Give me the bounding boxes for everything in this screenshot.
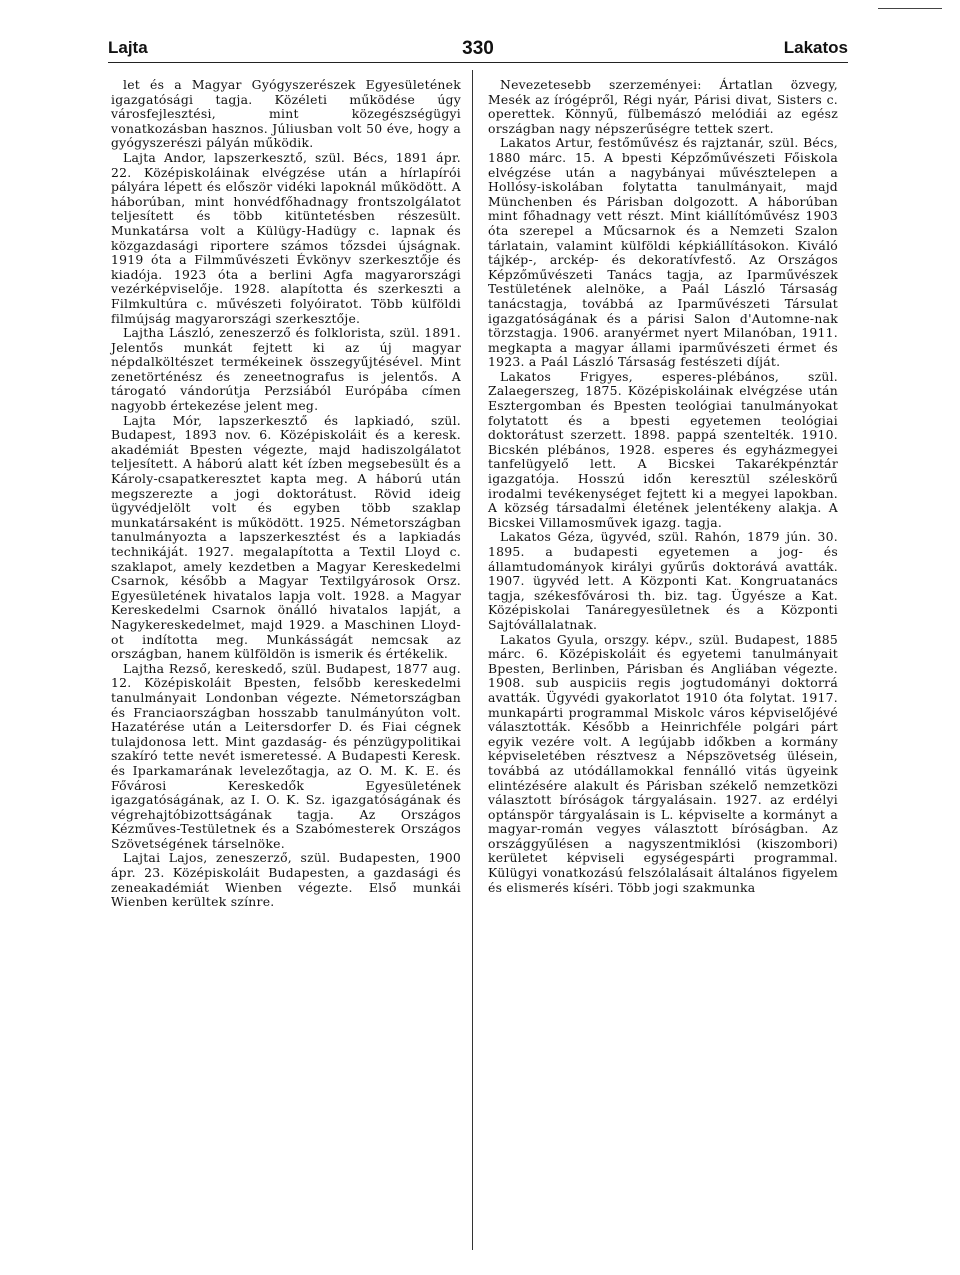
entry-paragraph: Lajtha Rezső, kereskedő, szül. Budapest, 1877 aug. 12. Középiskoláit Bpesten, felsőbb kereskedelmi tanulmányait Londonban végezte. Németországban és Franciaországban hosszabb tanulmányúton volt. Hazatérése után a Leitersdorfer D. és Fiai cégnek tulajdonosa lett. Mint gazdaság- és pénzügypolitikai szakíró tette nevét ismeretessé. A Budapesti Keresk. és Iparkamarának levelezőtagja, az O. M. K. E. és Fővárosi Kereskedők Egyesületének igazgatóságának, az I. O. K. Sz. igazgatóságának és végrehajtóbizottságának tagja. Az Országos Kézműves-Testületnek és a Szabómesterek Országos Szövetségének társelnöke. <box>111 660 461 851</box>
entry-paragraph: Lakatos Gyula, orszgy. képv., szül. Budapest, 1885 márc. 6. Középiskoláit és egyetemi tanulmányait Bpesten, Berlinben, Párisban és Angliában végezte. 1908. sub auspiciis regis jogtudományi doktorrá avatták. Ügyvédi gyakorlatot 1910 óta folytat. 1917. munkapárti programmal Miskolc város képviselőjévé választották. Később a Heinrichféle polgári párt egyik vezére volt. A legújabb időkben a kormány képviseletében résztvesz a Népszövetség ülésein, továbbá az utódállamokkal fennálló vitás ügyeink elintézésére alakult és Párisban székelő nemzetközi választott bíróságok tárgyalásain. 1927. az erdélyi optánspör tárgyalásain is L. képviselte a kormányt a magyar-román vegyes választott bíróságban. Az országgyűlésen a nagyszentmiklósi (kiszombori) kerületet képviseli egységespárti programmal. Külügyi vonatkozású felszólalásait általános figyelem és elismerés kíséri. Több jogi szakmunka <box>488 631 838 895</box>
entry-paragraph: Nevezetesebb szerzeményei: Ártatlan özvegy, Mesék az írógépről, Régi nyár, Párisi divat, Sisters c. operettek. Könnyű, fülbemászó melódiái az egész országban nagy népszerűségre tettek szert. <box>488 77 838 136</box>
header-rule <box>108 62 848 63</box>
header-last-entry: Lakatos <box>783 38 848 57</box>
right-column <box>488 78 838 895</box>
entry-paragraph: Lajta Andor, lapszerkesztő, szül. Bécs, 1891 ápr. 22. Középiskoláinak elvégzése után a hírlapírói pályára lépett és először vidéki lapoknál működött. A háborúban, mint honvédfőhadnagy frontszolgálatot teljesített és több kitüntetésben részesült. Munkatársa volt a Külügy-Hadügy c. lapnak és közgazdasági riportere számos tőzsdei újságnak. 1919 óta a Filmművészeti Évkönyv szerkesztője és kiadója. 1923 óta a berlini Agfa magyarországi vezérképviselője. 1928. alapította és szerkeszti a Filmkultúra c. művészeti folyóiratot. Több külföldi filmújság magyarországi szerkesztője. <box>111 149 461 326</box>
header-first-entry: Lajta <box>108 38 148 57</box>
entry-paragraph: Lakatos Géza, ügyvéd, szül. Rahón, 1879 jún. 30. 1895. a budapesti egyetemen a jog- és államtudományok királyi gyűrűs doktorává avatták. 1907. ügyvéd lett. A Központi Kat. Kongruatanács tagja, székesfővárosi th. biz. tag. Ügyésze a Kat. Középiskolai Tanáregyesületnek és a Központi Sajtóvállalatnak. <box>488 529 838 632</box>
entry-paragraph: Lakatos Artur, festőművész és rajztanár, szül. Bécs, 1880 márc. 15. A bpesti Képzőművészeti Főiskola elvégzése után a nagybányai művésztelepen a Hollósy-iskolában folytatta tanulmányait, majd Münchenben és Párisban dolgozott. A háborúban mint főhadnagy vett részt. Mint kiállítóművész 1903 óta szerepel a Műcsarnok és a Nemzeti Szalon tárlatain, valamint külföldi képkiállításokon. Kiváló tájkép-, arckép- és dekoratívfestő. Az Országos Képzőművészeti Tanács tagja, az Iparművészek Testületének alelnöke, a Paál László Társaság tanácstagja, továbbá az Iparművészeti Társulat igazgatóságának és a párisi Salon d'Automne-nak törzstagja. 1906. aranyérmet nyert Milanóban, 1911. megkapta a magyar állami iparművészeti érmet és 1923. a Paál László Társaság festészeti díját. <box>488 135 838 370</box>
entry-paragraph: Lajtai Lajos, zeneszerző, szül. Budapesten, 1900 ápr. 23. Középiskoláit Budapesten, a gazdasági és zeneakadémiát Wienben végezte. Első munkái Wienben kerültek színre. <box>111 850 461 910</box>
left-column <box>111 78 461 910</box>
entry-paragraph: Lakatos Frigyes, esperes-plébános, szül. Zalaegerszeg, 1875. Középiskoláinak elvégzése után Esztergomban és Bpesten teológiai tanulmányokat folytatott és a bpesti egyetemen teológiai doktorátust szerzett. 1898. pappá szentelték. 1910. Bicskén plébános, 1928. esperes és egyházmegyei tanfelügyelő lett. A Bicskei Takarékpénztár igazgatója. Hosszú időn keresztül széleskörű irodalmi tevékenységet fejtett ki a megyei lapokban. A község társadalmi életének jelentékeny alakja. A Bicskei Villamosművek igazg. tagja. <box>488 368 838 530</box>
entry-paragraph: let és a Magyar Gyógyszerészek Egyesületének igazgatósági tagja. Közéleti működése úgy városfejlesztési, mint közegészségügyi vonatkozásban hasznos. Júliusban volt 50 éve, hogy a gyógyszerészi pályán működik. <box>111 77 461 151</box>
entry-paragraph: Lajtha László, zeneszerző és folklorista, szül. 1891. Jelentős munkát fejtett ki az új magyar népdalköltészet termékeinek összegyűjtésével. Mint zenetörténész és zeneetnografus is jelentős. A tárogató vándorútja Perzsiából Európába címen nagyobb értekezése jelent meg. <box>111 325 461 414</box>
page-header <box>108 38 848 68</box>
corner-rule <box>878 8 942 9</box>
column-divider <box>472 70 473 1250</box>
page-number: 330 <box>462 38 494 59</box>
entry-paragraph: Lajta Mór, lapszerkesztő és lapkiadó, szül. Budapest, 1893 nov. 6. Középiskoláit és a keresk. akadémiát Bpesten végezte, majd hadiszolgálatot teljesített. A háború alatt két ízben megsebesült és a Károly-csapatkeresztet kapta meg. A háború után megszerezte a jogi doktorátust. Rövid ideig ügyvédjelölt volt és egyben több szaklap munkatársaként is működött. 1925. Németországban tanulmányozta a lapszerkesztést és a lapkiadás technikáját. 1927. megalapította a Textil Lloyd c. szaklapot, amely kezdetben a Magyar Kereskedelmi Csarnok, később a Magyar Textilgyárosok Orsz. Egyesületének hivatalos lapja volt. 1928. a Magyar Kereskedelmi Csarnok önálló hivatalos lapját, a Nagykereskedelmet, majd 1929. a Maschinen Lloyd-ot indította meg. Munkásságát nemcsak az országban, hanem külföldön is ismerik és értékelik. <box>111 412 461 662</box>
